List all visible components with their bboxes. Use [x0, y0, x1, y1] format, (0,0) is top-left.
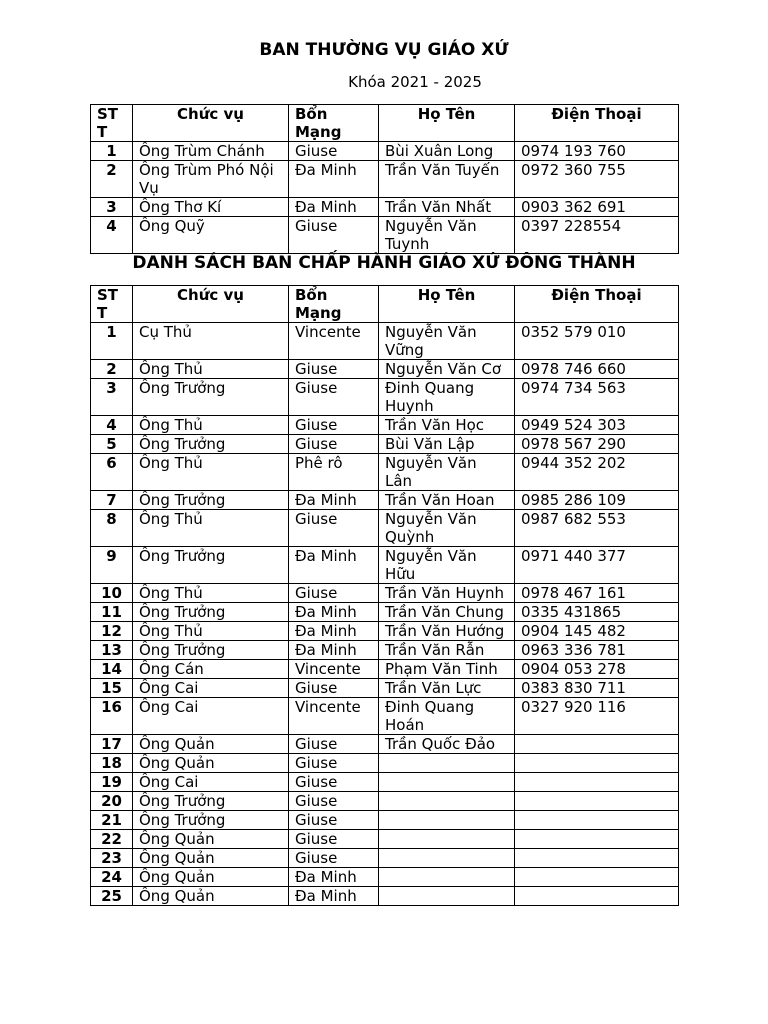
row-role: Ông Quản	[133, 849, 289, 868]
row-name: Trần Văn Nhất	[379, 198, 515, 217]
row-stt: 23	[91, 849, 133, 868]
header-phone: Điện Thoại	[515, 286, 679, 323]
row-phone: 0974 193 760	[515, 142, 679, 161]
row-name: Trần Văn Tuyến	[379, 161, 515, 198]
row-role: Ông Trưởng	[133, 379, 289, 416]
row-saint: Đa Minh	[289, 198, 379, 217]
row-phone: 0974 734 563	[515, 379, 679, 416]
row-role: Ông Trưởng	[133, 811, 289, 830]
row-saint: Đa Minh	[289, 491, 379, 510]
table-row	[91, 698, 679, 735]
row-name	[379, 868, 515, 887]
table-row	[91, 161, 679, 198]
table-row	[91, 142, 679, 161]
row-role: Ông Trưởng	[133, 547, 289, 584]
row-name	[379, 849, 515, 868]
row-saint: Giuse	[289, 142, 379, 161]
header-stt: ST T	[91, 105, 133, 142]
row-saint: Vincente	[289, 698, 379, 735]
row-role: Ông Trưởng	[133, 491, 289, 510]
row-name: Nguyễn Văn Hữu	[379, 547, 515, 584]
table-row	[91, 323, 679, 360]
row-name: Bùi Xuân Long	[379, 142, 515, 161]
row-name: Đinh Quang Hoán	[379, 698, 515, 735]
row-phone: 0971 440 377	[515, 547, 679, 584]
row-saint: Đa Minh	[289, 887, 379, 906]
table-row	[91, 603, 679, 622]
row-stt: 1	[91, 142, 133, 161]
row-role: Ông Cai	[133, 698, 289, 735]
header-name: Họ Tên	[379, 286, 515, 323]
table-row	[91, 379, 679, 416]
table-row	[91, 622, 679, 641]
row-name: Trần Quốc Đảo	[379, 735, 515, 754]
table-row	[91, 849, 679, 868]
row-stt: 4	[91, 217, 133, 254]
row-role: Ông Thủ	[133, 416, 289, 435]
row-stt: 3	[91, 379, 133, 416]
row-stt: 2	[91, 161, 133, 198]
row-saint: Giuse	[289, 830, 379, 849]
row-stt: 1	[91, 323, 133, 360]
row-phone	[515, 754, 679, 773]
row-phone: 0904 053 278	[515, 660, 679, 679]
row-name: Phạm Văn Tinh	[379, 660, 515, 679]
row-phone: 0944 352 202	[515, 454, 679, 491]
row-name	[379, 811, 515, 830]
row-phone	[515, 792, 679, 811]
row-name: Nguyễn Văn Quỳnh	[379, 510, 515, 547]
table-row	[91, 510, 679, 547]
header-stt: ST T	[91, 286, 133, 323]
executive-board-table	[90, 104, 679, 254]
row-name	[379, 887, 515, 906]
row-name: Đinh Quang Huynh	[379, 379, 515, 416]
header-role: Chức vụ	[133, 105, 289, 142]
row-stt: 8	[91, 510, 133, 547]
row-phone: 0963 336 781	[515, 641, 679, 660]
header-role: Chức vụ	[133, 286, 289, 323]
row-saint: Giuse	[289, 679, 379, 698]
row-name: Nguyễn Văn Tuynh	[379, 217, 515, 254]
table-row	[91, 679, 679, 698]
table-header-row	[91, 286, 679, 323]
row-name: Trần Văn Hướng	[379, 622, 515, 641]
row-stt: 12	[91, 622, 133, 641]
table-row	[91, 830, 679, 849]
row-stt: 16	[91, 698, 133, 735]
row-stt: 18	[91, 754, 133, 773]
row-phone: 0985 286 109	[515, 491, 679, 510]
row-role: Ông Quản	[133, 868, 289, 887]
table-row	[91, 754, 679, 773]
header-saint: Bổn Mạng	[289, 286, 379, 323]
row-stt: 3	[91, 198, 133, 217]
row-name: Trần Văn Chung	[379, 603, 515, 622]
row-phone: 0327 920 116	[515, 698, 679, 735]
row-stt: 7	[91, 491, 133, 510]
row-saint: Giuse	[289, 735, 379, 754]
table-row	[91, 792, 679, 811]
row-saint: Giuse	[289, 849, 379, 868]
row-phone: 0949 524 303	[515, 416, 679, 435]
row-saint: Giuse	[289, 773, 379, 792]
row-phone	[515, 887, 679, 906]
row-name: Nguyễn Văn Lân	[379, 454, 515, 491]
row-stt: 22	[91, 830, 133, 849]
table-row	[91, 416, 679, 435]
table-row	[91, 491, 679, 510]
row-phone: 0978 567 290	[515, 435, 679, 454]
row-role: Ông Trưởng	[133, 435, 289, 454]
row-saint: Vincente	[289, 660, 379, 679]
table-row	[91, 454, 679, 491]
row-stt: 24	[91, 868, 133, 887]
row-role: Ông Cai	[133, 773, 289, 792]
committee-table	[90, 285, 679, 906]
doc-title: BAN THƯỜNG VỤ GIÁO XỨ	[259, 40, 509, 60]
row-stt: 4	[91, 416, 133, 435]
header-name: Họ Tên	[379, 105, 515, 142]
row-saint: Giuse	[289, 792, 379, 811]
row-name	[379, 754, 515, 773]
row-saint: Giuse	[289, 416, 379, 435]
row-name: Trần Văn Học	[379, 416, 515, 435]
row-stt: 10	[91, 584, 133, 603]
row-name	[379, 773, 515, 792]
row-stt: 13	[91, 641, 133, 660]
row-stt: 25	[91, 887, 133, 906]
row-stt: 5	[91, 435, 133, 454]
header-saint: Bổn Mạng	[289, 105, 379, 142]
row-role: Ông Trưởng	[133, 603, 289, 622]
table-row	[91, 735, 679, 754]
row-role: Ông Thủ	[133, 510, 289, 547]
row-role: Ông Cán	[133, 660, 289, 679]
table-row	[91, 773, 679, 792]
row-saint: Đa Minh	[289, 622, 379, 641]
row-phone: 0352 579 010	[515, 323, 679, 360]
row-saint: Đa Minh	[289, 161, 379, 198]
row-role: Ông Quản	[133, 754, 289, 773]
row-role: Ông Trưởng	[133, 792, 289, 811]
row-phone: 0978 467 161	[515, 584, 679, 603]
row-saint: Giuse	[289, 360, 379, 379]
row-phone	[515, 811, 679, 830]
row-saint: Giuse	[289, 217, 379, 254]
table-row	[91, 887, 679, 906]
row-role: Ông Quản	[133, 830, 289, 849]
row-role: Ông Thủ	[133, 584, 289, 603]
table-row	[91, 660, 679, 679]
row-role: Ông Quản	[133, 887, 289, 906]
row-name: Trần Văn Hoan	[379, 491, 515, 510]
row-saint: Giuse	[289, 584, 379, 603]
row-role: Ông Trưởng	[133, 641, 289, 660]
row-phone: 0978 746 660	[515, 360, 679, 379]
doc-term: Khóa 2021 - 2025	[348, 73, 482, 91]
row-name: Bùi Văn Lập	[379, 435, 515, 454]
row-role: Ông Thủ	[133, 622, 289, 641]
table-row	[91, 547, 679, 584]
table-row	[91, 641, 679, 660]
row-role: Ông Trùm Phó Nội Vụ	[133, 161, 289, 198]
row-role: Cụ Thủ	[133, 323, 289, 360]
table-row	[91, 435, 679, 454]
row-phone	[515, 868, 679, 887]
row-phone: 0972 360 755	[515, 161, 679, 198]
row-saint: Đa Minh	[289, 547, 379, 584]
row-role: Ông Thơ Kí	[133, 198, 289, 217]
table-row	[91, 584, 679, 603]
row-name	[379, 792, 515, 811]
row-saint: Phê rô	[289, 454, 379, 491]
row-stt: 17	[91, 735, 133, 754]
table-row	[91, 198, 679, 217]
row-phone: 0335 431865	[515, 603, 679, 622]
row-phone	[515, 830, 679, 849]
row-saint: Giuse	[289, 435, 379, 454]
row-role: Ông Thủ	[133, 454, 289, 491]
row-name: Trần Văn Lực	[379, 679, 515, 698]
row-phone: 0904 145 482	[515, 622, 679, 641]
committee-title: DANH SÁCH BAN CHẤP HÀNH GIÁO XỨ ĐÔNG THÀNH	[132, 253, 636, 273]
header-phone: Điện Thoại	[515, 105, 679, 142]
row-name	[379, 830, 515, 849]
row-saint: Đa Minh	[289, 641, 379, 660]
table-row	[91, 217, 679, 254]
table-row	[91, 811, 679, 830]
row-phone	[515, 735, 679, 754]
table-row	[91, 360, 679, 379]
row-phone	[515, 773, 679, 792]
row-stt: 6	[91, 454, 133, 491]
row-phone: 0397 228554	[515, 217, 679, 254]
row-saint: Giuse	[289, 811, 379, 830]
row-role: Ông Quản	[133, 735, 289, 754]
row-saint: Đa Minh	[289, 868, 379, 887]
row-saint: Giuse	[289, 510, 379, 547]
row-name: Nguyễn Văn Vững	[379, 323, 515, 360]
table-header-row	[91, 105, 679, 142]
row-role: Ông Cai	[133, 679, 289, 698]
row-stt: 19	[91, 773, 133, 792]
row-stt: 15	[91, 679, 133, 698]
row-phone: 0903 362 691	[515, 198, 679, 217]
row-name: Trần Văn Rẫn	[379, 641, 515, 660]
row-stt: 2	[91, 360, 133, 379]
row-name: Nguyễn Văn Cơ	[379, 360, 515, 379]
row-stt: 20	[91, 792, 133, 811]
row-role: Ông Trùm Chánh	[133, 142, 289, 161]
row-role: Ông Thủ	[133, 360, 289, 379]
row-stt: 21	[91, 811, 133, 830]
row-phone	[515, 849, 679, 868]
row-saint: Vincente	[289, 323, 379, 360]
row-saint: Đa Minh	[289, 603, 379, 622]
row-phone: 0987 682 553	[515, 510, 679, 547]
row-stt: 11	[91, 603, 133, 622]
row-saint: Giuse	[289, 379, 379, 416]
table-row	[91, 868, 679, 887]
row-name: Trần Văn Huynh	[379, 584, 515, 603]
row-stt: 9	[91, 547, 133, 584]
row-saint: Giuse	[289, 754, 379, 773]
row-role: Ông Quỹ	[133, 217, 289, 254]
row-stt: 14	[91, 660, 133, 679]
row-phone: 0383 830 711	[515, 679, 679, 698]
